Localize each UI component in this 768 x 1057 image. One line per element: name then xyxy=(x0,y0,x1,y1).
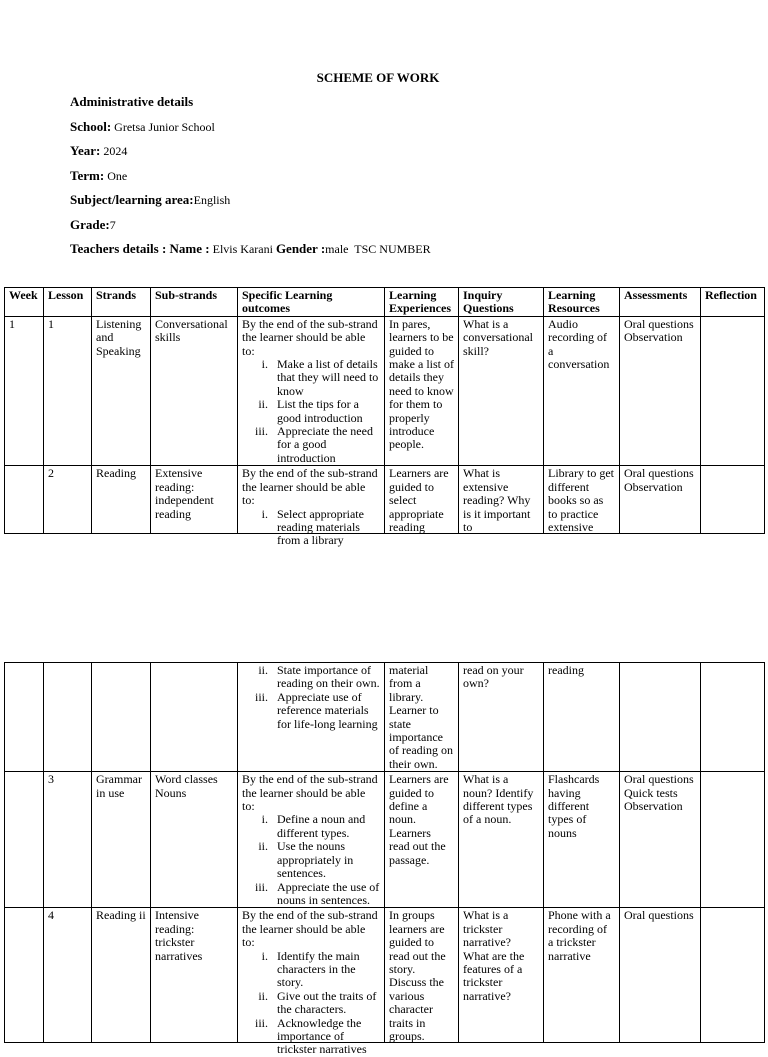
administrative-details xyxy=(70,94,431,266)
outcomes-list xyxy=(242,664,380,731)
scheme-table-page-2 xyxy=(4,662,765,1057)
cell-substrand: Intensive reading: trickster narratives xyxy=(151,908,238,1043)
subject-line xyxy=(70,192,431,217)
admin-heading: Administrative details xyxy=(70,94,194,109)
header-assessments: Assessments xyxy=(620,288,701,317)
term-line xyxy=(70,168,431,193)
cell-outcomes xyxy=(238,908,385,1057)
table-row xyxy=(5,772,765,908)
outcomes-intro: By the end of the sub-strand the learner should be able to: xyxy=(242,466,378,508)
cell-week xyxy=(5,772,44,908)
list-item: i. Define a noun and different types. xyxy=(261,812,366,840)
cell-inquiry: What is a conversational skill? xyxy=(459,316,544,465)
cell-experiences: In groups learners are guided to read out the story. Discuss the various character traits in groups. xyxy=(385,908,459,1043)
cell-substrand: Extensive reading: independent reading xyxy=(151,466,238,534)
header-resources: Learning Resources xyxy=(544,288,620,317)
list-item: ii. Give out the traits of the characters. xyxy=(258,988,377,1017)
cell-reflection xyxy=(701,663,765,772)
gender-label: Gender : xyxy=(275,241,326,256)
term-value: One xyxy=(107,168,128,183)
year-line xyxy=(70,143,431,168)
cell-strand: Reading ii xyxy=(92,908,151,1043)
list-item: ii. State importance of reading on their own. xyxy=(258,663,380,691)
document-title: SCHEME OF WORK xyxy=(316,70,440,85)
list-item: i. Identify the main characters in the story. xyxy=(261,948,360,990)
cell-inquiry: What is a noun? Identify different types of a noun. xyxy=(459,772,544,908)
outcomes-list xyxy=(242,358,380,465)
cell-experiences: In pares, learners to be guided to make a list of details they need to know for them to properly introduce people. xyxy=(385,316,459,465)
cell-outcomes xyxy=(238,316,385,465)
list-item: i. Select appropriate reading materials from a library xyxy=(261,506,364,548)
cell-lesson xyxy=(44,663,92,772)
list-item: i. Make a list of details that they will need to know xyxy=(261,357,379,398)
cell-resources: Flashcards having different types of nouns xyxy=(544,772,620,908)
term-label: Term: xyxy=(70,167,105,183)
school-label: School: xyxy=(70,118,112,134)
outcomes-list xyxy=(242,508,380,548)
cell-reflection xyxy=(701,908,765,1043)
cell-outcomes xyxy=(238,772,385,908)
year-label: Year: xyxy=(70,143,101,158)
cell-strand: Listening and Speaking xyxy=(92,316,151,465)
cell-reflection xyxy=(701,772,765,908)
cell-inquiry: What is a trickster narrative? What are the features of a trickster narrative? xyxy=(459,908,544,1043)
cell-substrand xyxy=(151,663,238,772)
cell-inquiry: What is extensive reading? Why is it important to xyxy=(459,466,544,534)
grade-label: Grade: xyxy=(70,216,110,232)
cell-week xyxy=(5,663,44,772)
table-row xyxy=(5,908,765,1043)
scheme-table-page-1 xyxy=(4,287,765,548)
cell-week xyxy=(5,466,44,534)
cell-assessments: Oral questions Observation xyxy=(620,316,701,465)
gender-value: male xyxy=(325,242,349,256)
header-strands: Strands xyxy=(92,288,151,317)
grade-value: 7 xyxy=(109,217,116,232)
cell-week: 1 xyxy=(5,316,44,465)
cell-assessments: Oral questions Quick tests Observation xyxy=(620,772,701,908)
list-item: ii. Use the nouns appropriately in sentences. xyxy=(258,839,354,881)
cell-experiences: Learners are guided to select appropriate reading xyxy=(385,466,459,534)
header-inquiry: Inquiry Questions xyxy=(459,288,544,317)
table-row xyxy=(5,663,765,772)
cell-resources: Phone with a recording of a trickster narrative xyxy=(544,908,620,1043)
cell-reflection xyxy=(701,316,765,465)
cell-lesson: 2 xyxy=(44,466,92,534)
subject-value: English xyxy=(193,193,231,207)
outcomes-list xyxy=(242,813,380,907)
cell-strand: Reading xyxy=(92,466,151,534)
school-value: Gretsa Junior School xyxy=(114,119,215,134)
cell-lesson: 4 xyxy=(44,908,92,1043)
outcomes-list xyxy=(242,950,380,1057)
header-outcomes: Specific Learning outcomes xyxy=(238,288,385,317)
cell-resources: Library to get different books so as to practice extensive xyxy=(544,466,620,534)
cell-experiences: Learners are guided to define a noun. Learners read out the passage. xyxy=(385,772,459,908)
teacher-line xyxy=(70,241,431,266)
year-value: 2024 xyxy=(103,144,128,158)
tsc-label: TSC NUMBER xyxy=(354,242,431,256)
subject-label: Subject/learning area: xyxy=(70,192,194,207)
cell-resources: Audio recording of a conversation xyxy=(544,316,620,465)
teacher-label: Teachers details : Name : xyxy=(70,241,210,256)
cell-lesson: 3 xyxy=(44,772,92,908)
outcomes-intro: By the end of the sub-strand the learner should be able to: xyxy=(242,772,378,814)
table-header-row xyxy=(5,288,765,317)
outcomes-intro: By the end of the sub-strand the learner should be able to: xyxy=(242,908,378,950)
list-item: ii. List the tips for a good introduction xyxy=(258,397,363,425)
cell-lesson: 1 xyxy=(44,316,92,465)
table-row xyxy=(5,466,765,534)
teacher-name: Elvis Karani xyxy=(212,242,273,256)
cell-inquiry: read on your own? xyxy=(459,663,544,772)
list-item: iii. Appreciate use of reference materials for life-long learning xyxy=(254,689,378,731)
cell-substrand: Word classes Nouns xyxy=(151,772,238,908)
list-item: iii. Appreciate the need for a good introduction xyxy=(254,424,373,465)
header-reflection: Reflection xyxy=(701,288,765,317)
cell-strand: Grammar in use xyxy=(92,772,151,908)
header-sub-strands: Sub-strands xyxy=(151,288,238,317)
cell-week xyxy=(5,908,44,1043)
cell-outcomes xyxy=(238,466,385,548)
list-item: iii. Appreciate the use of nouns in sentences. xyxy=(254,879,380,907)
cell-substrand: Conversational skills xyxy=(151,316,238,465)
cell-resources: reading xyxy=(544,663,620,772)
cell-reflection xyxy=(701,466,765,534)
cell-assessments: Oral questions xyxy=(620,908,701,1043)
table-row xyxy=(5,316,765,465)
header-experiences: Learning Experiences xyxy=(385,288,459,317)
cell-outcomes xyxy=(238,663,385,772)
cell-experiences: material from a library. Learner to state importance of reading on their own. xyxy=(385,663,459,772)
cell-strand xyxy=(92,663,151,772)
grade-line xyxy=(70,217,431,242)
outcomes-intro: By the end of the sub-strand the learner should be able to: xyxy=(242,316,378,358)
cell-assessments: Oral questions Observation xyxy=(620,466,701,534)
school-line xyxy=(70,119,431,144)
list-item: iii. Acknowledge the importance of trickster narratives xyxy=(254,1015,367,1057)
header-lesson: Lesson xyxy=(44,288,92,317)
header-week: Week xyxy=(5,288,44,317)
cell-assessments xyxy=(620,663,701,772)
